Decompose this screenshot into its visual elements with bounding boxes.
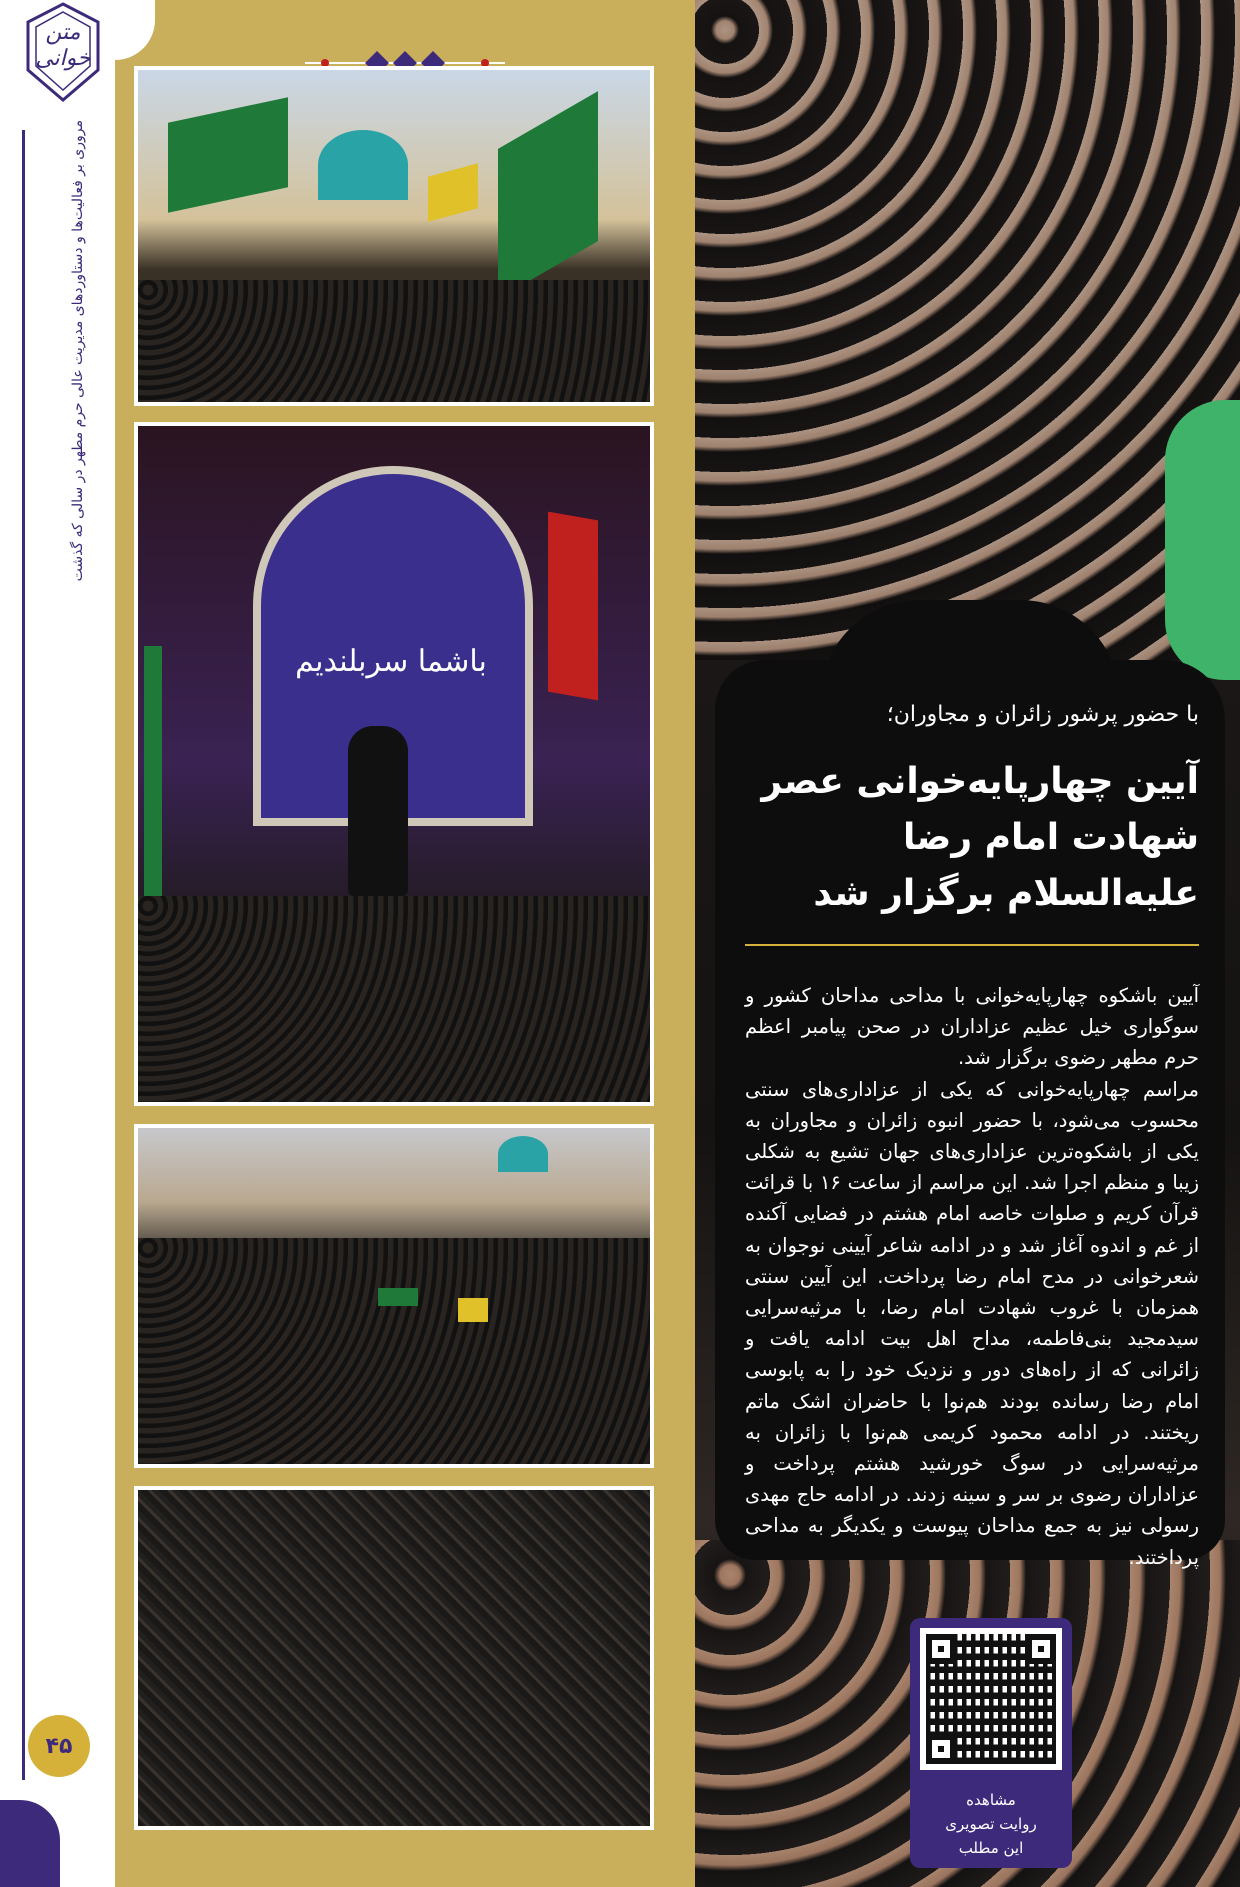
green-flag [168,97,288,213]
headline-divider [745,944,1199,946]
photo-mourners-hands [134,1486,654,1830]
magazine-logo [18,0,108,105]
qr-label-line3: این مطلب [958,1839,1024,1857]
qr-finder-icon [926,1734,956,1764]
qr-code-icon[interactable] [920,1628,1062,1770]
qr-label-line2: روایت تصویری [945,1815,1037,1833]
green-flag-small [378,1288,418,1306]
article-headline: آیین چهارپایه‌خوانی عصر شهادت امام رضا علیه‌السلام برگزار شد [761,761,1199,914]
article-paragraph-1: آیین باشکوه چهارپایه‌خوانی با مداحی مداحان کشور و سوگواری خیل عظیم عزاداران در صحن پیامبر اعظم حرم مطهر رضوی برگزار شد. [745,984,1199,1070]
side-caption-text: مروری بر فعالیت‌ها و دستاوردهای مدیریت عالی حرم مطهر در سالی که گذشت [70,120,86,582]
qr-finder-icon [926,1634,956,1664]
yellow-flag [428,163,478,221]
speaker-figure [348,726,408,896]
qr-finder-icon [1026,1634,1056,1664]
crowd [138,280,650,406]
qr-label [920,1788,1062,1860]
banner-text: باشما سربلندیم [295,644,487,679]
photo-aerial-crowd [134,1124,654,1468]
distant-dome [498,1136,548,1172]
qr-code-box[interactable] [910,1618,1072,1868]
logo-text: متن خوانی [35,20,91,71]
crowd [138,1238,650,1468]
qr-label-line1: مشاهده [966,1791,1016,1809]
green-flag-edge [1165,400,1240,680]
page-number: ۴۵ [28,1715,90,1777]
corner-tab [0,1800,60,1887]
article-kicker: با حضور پرشور زائران و مجاوران؛ [886,702,1199,727]
side-caption [70,120,90,582]
shrine-dome [318,130,408,200]
red-flag [548,512,598,701]
photo-shrine-flags [134,66,654,406]
left-sidebar [0,0,115,1887]
crowd-heads-top [695,0,1240,660]
article-paragraph-2: مراسم چهارپایه‌خوانی که یکی از عزاداری‌های سنتی محسوب می‌شود، با حضور انبوه زائران و مجاوران به یکی از باشکوه‌ترین عزاداری‌های جهان تشیع به شکلی زیبا و منظم اجرا شد. این مراسم از ساعت ۱۶ با قرائت قرآن کریم و صلوات خاصه امام هشتم در فضایی آکنده از غم و اندوه آغاز شد و در ادامه شاعر آیینی نوجوان به شعرخوانی در مدح امام رضا پرداخت. این آیین سنتی همزمان با غروب شهادت امام رضا، با مرثیه‌سرایی سیدمجید بنی‌فاطمه، مداح اهل بیت ادامه یافت و زائرانی که از راه‌های دور و نزدیک خود را به پابوسی امام رضا رسانده بودند هم‌نوا با حاضران اشک ماتم ریختند. در ادامه محمود کریمی هم‌نوا با زائران به مرثیه‌سرایی در سوگ خورشید هشتم پرداخت و عزاداران رضوی بر سر و سینه زدند. در ادامه حاج مهدی رسولی نیز به جمع مداحان پیوست و یکدیگر به مداحی پرداختند. [745,1077,1200,1569]
green-flag-right [498,91,598,299]
photo-stage-banner [134,422,654,1106]
sidebar-line [22,130,25,1780]
yellow-flag-small [458,1298,488,1322]
crowd [138,896,650,1106]
article-panel [715,660,1225,1569]
